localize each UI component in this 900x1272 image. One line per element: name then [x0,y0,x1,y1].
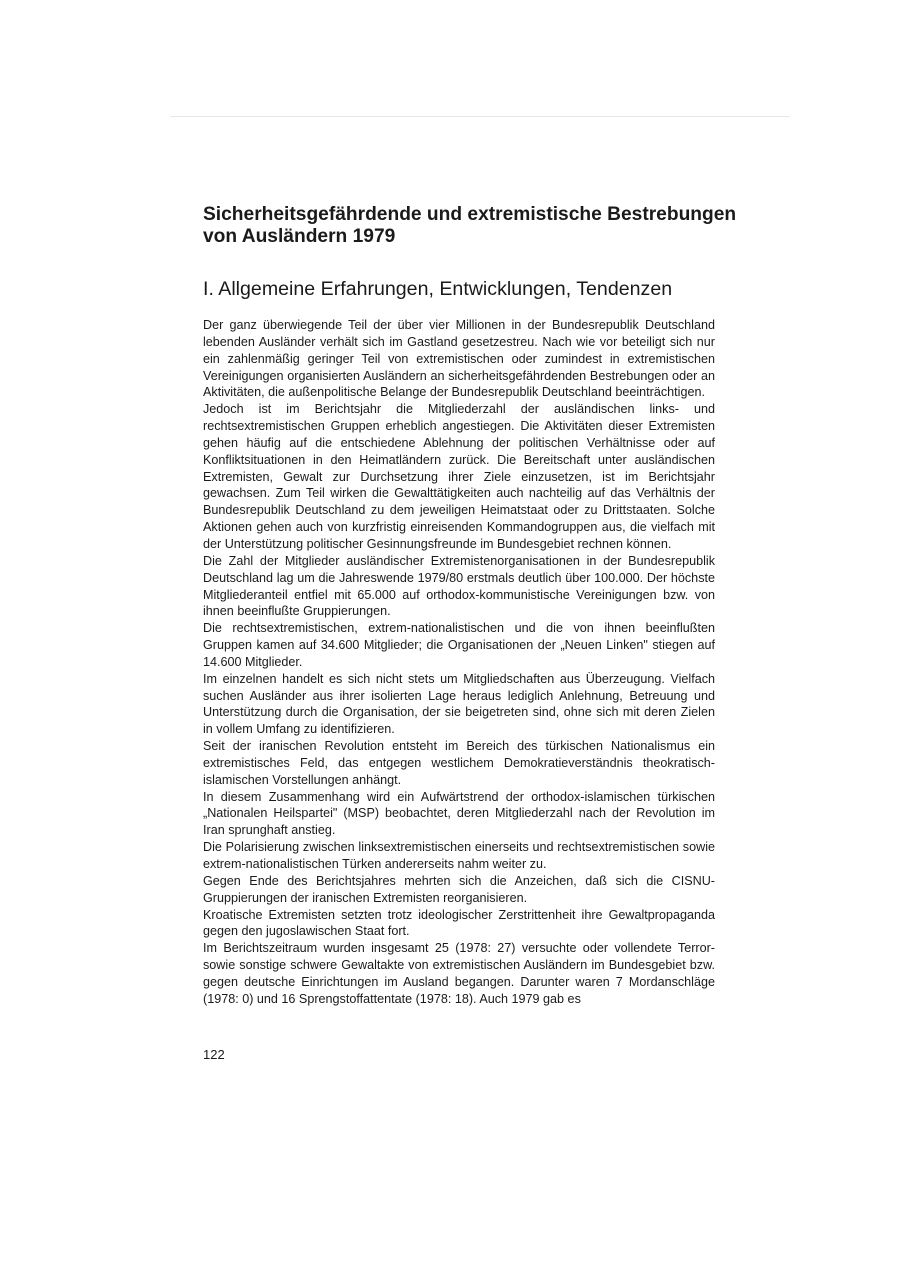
paragraph-11: Im Berichtszeitraum wurden insgesamt 25 (1978: 27) versuchte oder vollendete Terror- sowie sonstige schwere Gewaltakte von extremistischen Ausländern im Bundesgebiet bzw. gegen deutsche Einrichtungen im Ausland begangen. Darunter waren 7 Mordanschläge (1978: 0) und 16 Sprengstoffattentate (1978: 18). Auch 1979 gab es [203,941,715,1006]
paragraph-1: Der ganz überwiegende Teil der über vier Millionen in der Bundesrepublik Deutschland lebenden Ausländer verhält sich im Gastland gesetzestreu. Nach wie vor beteiligt sich nur ein zahlenmäßig geringer Teil von extremistischen oder zumindest in extremistischen Vereinigungen organisierten Ausländern an sicherheitsgefährdenden Bestrebungen oder an Aktivitäten, die außenpolitische Belange der Bundesrepublik Deutschland beeinträchtigen. [203,318,715,400]
document-title [203,204,763,248]
scan-edge-line [170,116,790,117]
paragraph-8: Die Polarisierung zwischen linksextremistischen einerseits und rechtsextremistischen sowie extrem-nationalistischen Türken andererseits nahm weiter zu. [203,840,715,871]
paragraph-6: Seit der iranischen Revolution entsteht im Bereich des türkischen Nationalismus ein extremistisches Feld, das entgegen westlichem Demokratieverständnis theokratisch-islamischen Vorstellungen anhängt. [203,739,715,787]
title-line-2: von Ausländern 1979 [203,226,396,247]
page-number: 122 [203,1047,225,1062]
paragraph-7: In diesem Zusammenhang wird ein Aufwärtstrend der orthodox-islamischen türkischen „Nationalen Heilspartei" (MSP) beobachtet, deren Mitgliederzahl nach der Revolution im Iran sprunghaft anstieg. [203,789,715,838]
paragraph-2: Jedoch ist im Berichtsjahr die Mitgliederzahl der ausländischen links- und rechtsextremistischen Gruppen erheblich angestiegen. Die Aktivitäten dieser Extremisten gehen häufig auf die entschiedene Ablehnung der politischen Verhältnisse oder auf Konfliktsituationen in den Heimatländern zurück. Die Bereitschaft unter ausländischen Extremisten, Gewalt zur Durchsetzung ihrer Ziele einzusetzen, ist im Berichtsjahr gewachsen. Zum Teil wirken die Gewalttätigkeiten auch nachteilig auf das Verhältnis der Bundesrepublik Deutschland zu dem jeweiligen Heimatstaat oder zu Drittstaaten. Solche Aktionen gehen auch von kurzfristig einreisenden Kommandogruppen aus, die vielfach mit der Unterstützung politischer Gesinnungsfreunde im Bundesgebiet rechnen können. [203,402,715,551]
paragraph-5: Im einzelnen handelt es sich nicht stets um Mitgliedschaften aus Überzeugung. Vielfach suchen Ausländer aus ihrer isolierten Lage heraus lediglich Anlehnung, Betreuung und Unterstützung durch die Organisation, der sie beigetreten sind, ohne sich mit deren Zielen in vollem Umfang zu identifizieren. [203,671,715,737]
paragraph-4: Die rechtsextremistischen, extrem-nationalistischen und die von ihnen beeinflußten Gruppen kamen auf 34.600 Mitglieder; die Organisationen der „Neuen Linken" stiegen auf 14.600 Mitglieder. [203,621,715,669]
title-line-1: Sicherheitsgefährdende und extremistische Bestrebungen [203,204,737,225]
paragraph-10: Kroatische Extremisten setzten trotz ideologischer Zerstrittenheit ihre Gewaltpropaganda gegen den jugoslawischen Staat fort. [203,907,715,939]
section-heading: I. Allgemeine Erfahrungen, Entwicklungen, Tendenzen [203,278,673,300]
paragraph-3: Die Zahl der Mitglieder ausländischer Extremistenorganisationen in der Bundesrepublik Deutschland lag um die Jahreswende 1979/80 erstmals deutlich über 100.000. Der höchste Mitgliederanteil entfiel mit 65.000 auf orthodox-kommunistische Vereinigungen bzw. von ihnen beeinflußte Gruppierungen. [203,553,715,619]
body-text [203,317,715,1008]
paragraph-9: Gegen Ende des Berichtsjahres mehrten sich die Anzeichen, daß sich die CISNU-Gruppierungen der iranischen Extremisten reorganisieren. [203,873,715,905]
